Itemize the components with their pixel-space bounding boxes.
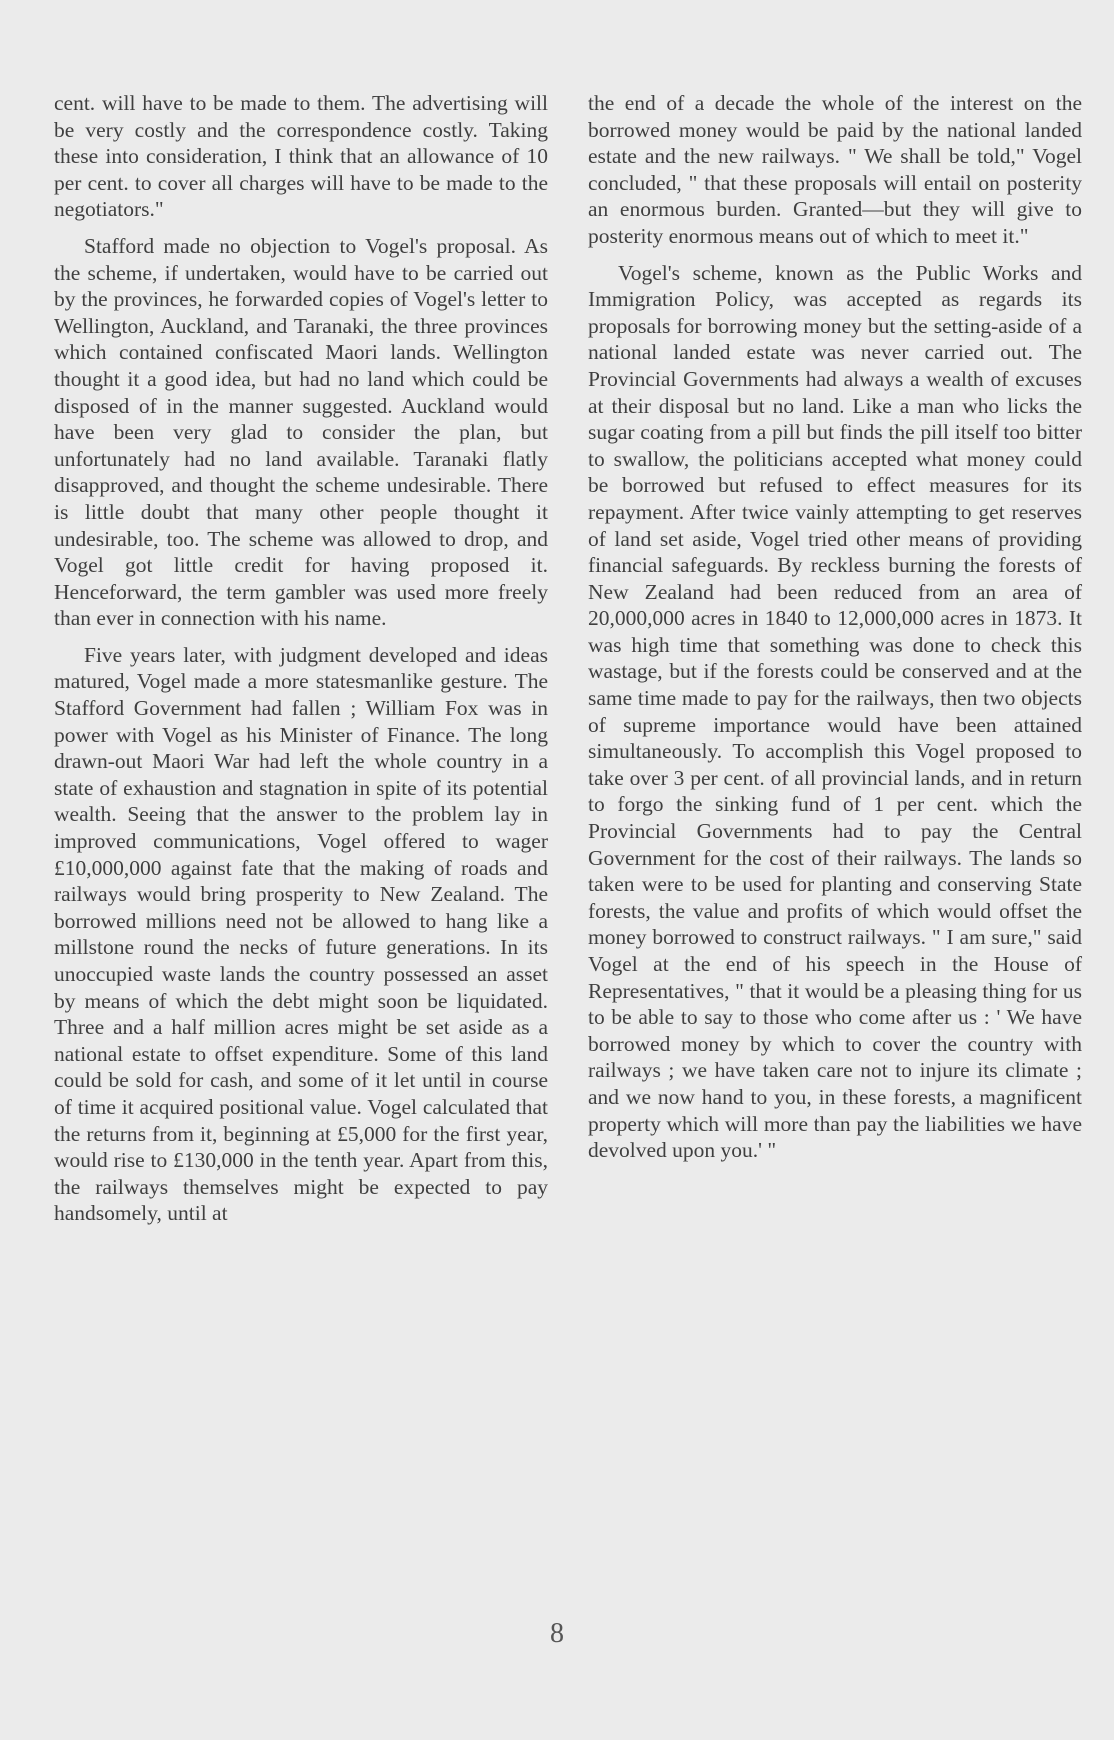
page-number: 8 xyxy=(550,1618,564,1649)
paragraph: the end of a decade the whole of the interest on the borrowed money would be paid by the national landed estate and the new railways. " We shall be told," Vogel concluded, " that these proposals will entail on posterity an enormous burden. Granted—but they will give to posterity enormous means out of which to meet it." xyxy=(588,91,1082,248)
paragraph: Stafford made no objection to Vogel's proposal. As the scheme, if undertaken, would have to be carried out by the provinces, he forwarded copies of Vogel's letter to Wellington, Auckland, and Taranaki, the three provinces which contained confiscated Maori lands. Wellington thought it a good idea, but had no land which could be disposed of in the manner suggested. Auckland would have been very glad to consider the plan, but unfortunately had no land available. Taranaki flatly disapproved, and thought the scheme undesirable. There is little doubt that many other people thought it undesirable, too. The scheme was allowed to drop, and Vogel got little credit for having proposed it. Henceforward, the term gambler was used more freely than ever in connection with his name. xyxy=(54,233,548,631)
paragraph: Five years later, with judgment developed and ideas matured, Vogel made a more statesmanlike gesture. The Stafford Government had fallen ; William Fox was in power with Vogel as his Minister of Finance. The long drawn-out Maori War had left the whole country in a state of exhaustion and stagnation in spite of its potential wealth. Seeing that the answer to the problem lay in improved communications, Vogel offered to wager £10,000,000 against fate that the making of roads and railways would bring prosperity to New Zealand. The borrowed millions need not be allowed to hang like a millstone round the necks of future generations. In its unoccupied waste lands the country possessed an asset by means of which the debt might soon be liquidated. Three and a half million acres might be set aside as a national estate to offset expenditure. Some of this land could be sold for cash, and some of it let until in course of time it acquired positional value. Vogel calculated that the returns from it, beginning at £5,000 for the first year, would rise to £130,000 in the tenth year. Apart from this, the railways themselves might be expected to pay handsomely, until at xyxy=(54,642,548,1226)
left-column xyxy=(54,90,548,1237)
paragraph: cent. will have to be made to them. The advertising will be very costly and the correspondence costly. Taking these into consideration, I think that an allowance of 10 per cent. to cover all charges will have to be made to the negotiators." xyxy=(54,91,548,222)
right-column xyxy=(588,90,1082,1174)
paragraph: Vogel's scheme, known as the Public Works and Immigration Policy, was accepted as regards its proposals for borrowing money but the setting-aside of a national landed estate was never carried out. The Provincial Governments had always a wealth of excuses at their disposal but no land. Like a man who licks the sugar coating from a pill but finds the pill itself too bitter to swallow, the politicians accepted what money could be borrowed but refused to effect measures for its repayment. After twice vainly attempting to get reserves of land set aside, Vogel tried other means of providing financial safeguards. By reckless burning the forests of New Zealand had been reduced from an area of 20,000,000 acres in 1840 to 12,000,000 acres in 1873. It was high time that something was done to check this wastage, but if the forests could be conserved and at the same time made to pay for the railways, then two objects of supreme importance would have been attained simultaneously. To accomplish this Vogel proposed to take over 3 per cent. of all provincial lands, and in return to forgo the sinking fund of 1 per cent. which the Provincial Governments had to pay the Central Government for the cost of their railways. The lands so taken were to be used for planting and conserving State forests, the value and profits of which would offset the money borrowed to construct railways. " I am sure," said Vogel at the end of his speech in the House of Representatives, " that it would be a pleasing thing for us to be able to say to those who come after us : ' We have borrowed money by which to cover the country with railways ; we have taken care not to injure its climate ; and we now hand to you, in these forests, a magnificent property which will more than pay the liabilities we have devolved upon you.' " xyxy=(588,260,1082,1163)
